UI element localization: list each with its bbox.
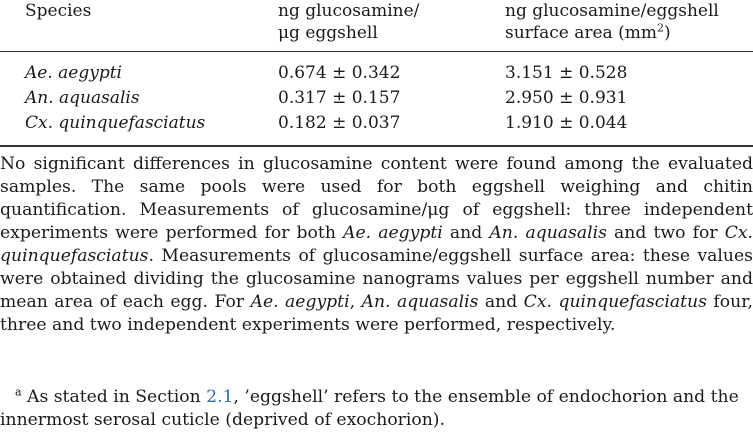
- table-row: [0, 87, 753, 111]
- species-ae-aegypti: Ae. aegypti: [250, 292, 350, 312]
- species-an-aquasalis: An. aquasalis: [489, 223, 607, 243]
- header-col3-superscript: 2: [656, 21, 664, 35]
- table-row: [0, 62, 753, 86]
- footnote-text: and two for: [606, 223, 725, 243]
- footnote-a-suffix: , ’eggshell’ refers to the ensemble of endochorion and the innermost serosal cuticle (deprived of exochorion).: [0, 387, 739, 430]
- table-footnote: [0, 153, 753, 430]
- per-ug-cell: 0.182 ± 0.037: [278, 113, 401, 133]
- footnote-text: and: [442, 223, 490, 243]
- header-species: Species: [25, 1, 92, 21]
- footnote-a: [0, 386, 753, 432]
- header-col3-line1: ng glucosamine/eggshell: [505, 1, 719, 21]
- header-col3-line2-prefix: surface area (mm: [505, 23, 657, 43]
- species-cell: An. aquasalis: [25, 88, 140, 108]
- species-an-aquasalis: An. aquasalis: [361, 292, 479, 312]
- footnote-text: and: [478, 292, 524, 312]
- header-col3-line2-suffix: ): [663, 23, 671, 43]
- footnote-text: . Measurements of glucosamine/eggshell surface area: these values were obtained dividing the glucosamine nanograms values per eggshell number and mean area of each egg. For: [0, 246, 753, 312]
- table-row: [0, 112, 753, 136]
- per-ug-cell: 0.317 ± 0.157: [278, 88, 401, 108]
- footnote-text: four, three and two independent experiments were performed, respectively.: [0, 292, 753, 335]
- header-col2-line1: ng glucosamine/: [278, 1, 420, 21]
- species-cell: Cx. quinquefasciatus: [25, 113, 206, 133]
- footnote-text: ,: [349, 292, 362, 312]
- header-rule: [0, 51, 753, 52]
- species-cell: Ae. aegypti: [25, 63, 122, 83]
- per-area-cell: 1.910 ± 0.044: [505, 113, 628, 133]
- section-link[interactable]: 2.1: [206, 387, 234, 407]
- footnote-text: No significant differences in glucosamine content were found among the evaluated samples. The same pools were used for both eggshell weighing and chitin quantification. Measurements of glucosamine/μg of eggshell: three independent experiments were performed for both: [0, 154, 753, 243]
- species-cx-quinquefasciatus: Cx. quinquefasciatus: [0, 223, 753, 266]
- per-area-cell: 3.151 ± 0.528: [505, 63, 628, 83]
- species-ae-aegypti: Ae. aegypti: [343, 223, 443, 243]
- header-glucosamine-per-area: [505, 0, 719, 44]
- footnote-a-prefix: As stated in Section: [21, 387, 207, 407]
- header-col2-line2: μg eggshell: [278, 23, 378, 43]
- per-ug-cell: 0.674 ± 0.342: [278, 63, 401, 83]
- header-glucosamine-per-ug: [278, 0, 419, 44]
- per-area-cell: 2.950 ± 0.931: [505, 88, 628, 108]
- footnote-marker: a: [15, 385, 22, 399]
- table-bottom-rule: [0, 145, 753, 147]
- species-cx-quinquefasciatus: Cx. quinquefasciatus: [523, 292, 707, 312]
